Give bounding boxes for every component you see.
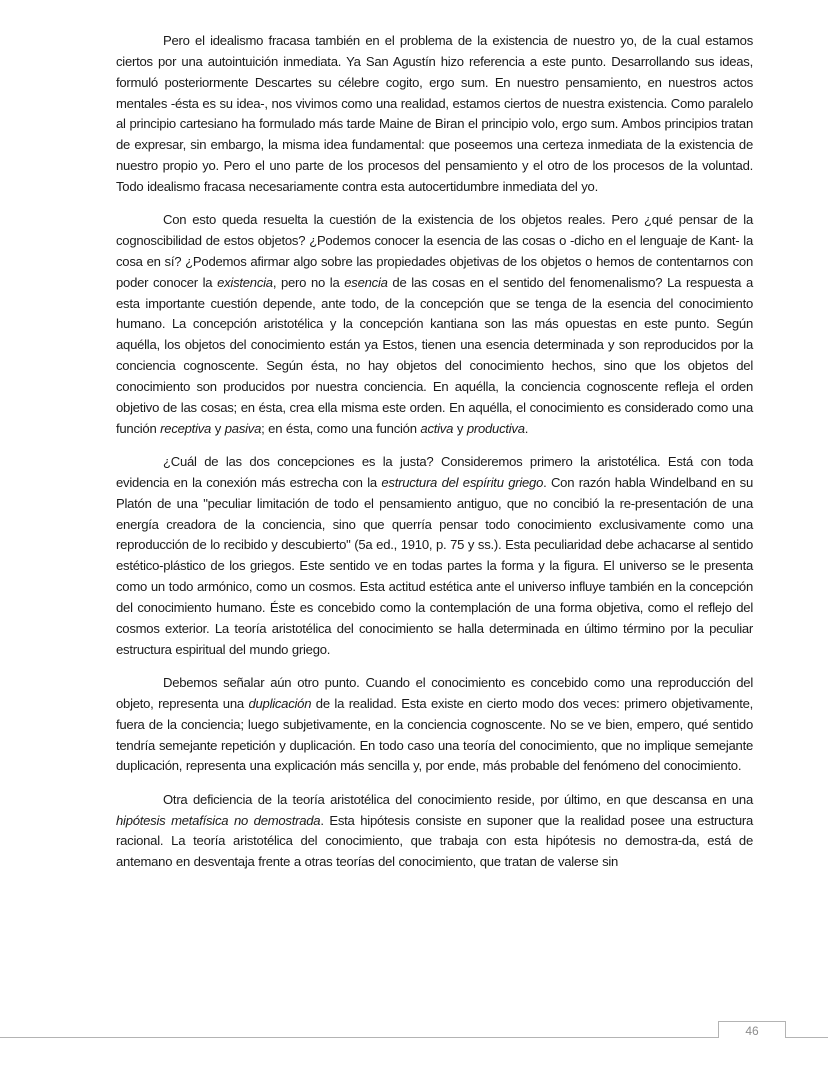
italic-segment: existencia: [217, 274, 273, 290]
text-segment: Pero el idealismo fracasa también en el problema de la existencia de nuestro yo, de la cual estamos ciertos por una autointuición inmediata. Ya San Agustín hizo referencia a este punto. Desarrollando sus ideas, formuló posteriormente Descartes su célebre cogito, ergo sum. En nuestro pensamiento, en nuestros actos mentales -ésta es su idea-, nos vivimos como una realidad, estamos ciertos de nuestra existencia. Como paralelo al principio cartesiano ha formulado más tarde Maine de Biran el principio volo, ergo sum. Ambos principios tratan de expresar, sin embargo, la misma idea fundamental: que poseemos una certeza inmediata de la existencia de nuestro propio yo. Pero el uno parte de los procesos del pensamiento y el otro de los procesos de la voluntad. Todo idealismo fracasa necesariamente contra esta autocertidumbre inmediata del yo.: [116, 33, 753, 194]
text-segment: ; en ésta, como una función: [261, 420, 421, 436]
italic-segment: duplicación: [248, 695, 312, 711]
text-segment: de las cosas en el sentido del fenomenalismo? La respuesta a esta importante cuestión depende, ante todo, de la concepción que se tenga de la esencia del conocimiento humano. La concepción aristotélica y la concepción kantiana son las más opuestas en este punto. Según aquélla, los objetos del conocimiento están ya Estos, tienen una esencia determinada y son reproducidos por la conciencia cognoscente. Según ésta, no hay objetos del conocimiento hechos, sino que los objetos del conocimiento son producidos por nuestra conciencia. En aquélla, la conciencia cognoscente refleja el orden objetivo de las cosas; en ésta, crea ella misma este orden. En aquélla, el conocimiento es considerado como una función: [116, 274, 753, 436]
italic-segment: hipótesis metafísica no demostrada: [116, 812, 321, 828]
page-body: [116, 31, 753, 886]
footer-rule: [0, 1037, 828, 1038]
text-segment: . Con razón habla Windelband en su Platón de una "peculiar limitación de todo el pensamiento antiguo, que no concibió la re-presentación de una energía creadora de la conciencia, sino que querría pensar todo conocimiento exclusivamente como una reproducción de lo recibido y descubierto" (5a ed., 1910, p. 75 y ss.). Esta peculiaridad debe achacarse al sentido estético-plástico de los griegos. Este sentido ve en todas partes la forma y la figura. El universo se le presenta como un todo armónico, como un cosmos. Esta actitud estética ante el universo influye también en la concepción del conocimiento humano. Éste es concebido como la contemplación de una forma objetiva, como el reflejo del cosmos exterior. La teoría aristotélica del conocimiento se halla determinada en último término por la peculiar estructura espiritual del mundo griego.: [116, 474, 754, 657]
text-segment: y: [453, 420, 467, 436]
text-segment: . Esta hipótesis consiste en suponer que la realidad posee una estructura racional. La teoría aristotélica del conocimiento, que trabaja con esta hipótesis no demostra-da, está de antemano en desventaja frente a otras teorías del conocimiento, que tratan de valerse sin: [116, 812, 753, 870]
italic-segment: activa: [420, 420, 454, 436]
text-segment: .: [524, 420, 529, 436]
italic-segment: receptiva: [160, 420, 212, 436]
text-segment: de la realidad. Esta existe en cierto modo dos veces: primero objetivamente, fuera de la conciencia; luego subjetivamente, en la conciencia cognoscente. No se ve bien, empero, qué sentido tendría semejante repetición y duplicación. En todo caso una teoría del conocimiento, que no implique semejante duplicación, representa una explicación más sencilla y, por ende, más probable del fenómeno del conocimiento.: [116, 695, 753, 774]
text-segment: Con esto queda resuelta la cuestión de la existencia de los objetos reales. Pero ¿qué pensar de la cognoscibilidad de estos objetos? ¿Podemos conocer la esencia de las cosas o -dicho en el lenguaje de Kant- la cosa en sí? ¿Podemos afirmar algo sobre las propiedades objetivas de los objetos o hemos de contentarnos con poder conocer la: [116, 212, 753, 290]
italic-segment: estructura del espíritu griego: [381, 474, 544, 490]
text-segment: Debemos señalar aún otro punto. Cuando el conocimiento es concebido como una reproducción del objeto, representa una: [116, 674, 753, 711]
paragraph-idealism-self: [116, 31, 753, 198]
paragraph-metaphysical-hypothesis: [116, 790, 753, 873]
text-segment: , pero no la: [272, 274, 345, 290]
italic-segment: pasiva: [224, 420, 262, 436]
italic-segment: productiva: [466, 420, 525, 436]
paragraph-duplication: [116, 673, 753, 777]
italic-segment: esencia: [344, 274, 388, 290]
text-segment: Otra deficiencia de la teoría aristotélica del conocimiento reside, por último, en que descansa en una: [163, 791, 753, 807]
page-number: 46: [745, 1024, 759, 1038]
page-number-tab: [718, 1021, 786, 1038]
paragraph-greek-spirit: [116, 452, 753, 660]
text-segment: ¿Cuál de las dos concepciones es la justa? Consideremos primero la aristotélica. Está con toda evidencia en la conexión más estrecha con la: [116, 454, 753, 490]
paragraph-cognoscibility: [116, 210, 753, 439]
text-segment: y: [211, 420, 225, 436]
